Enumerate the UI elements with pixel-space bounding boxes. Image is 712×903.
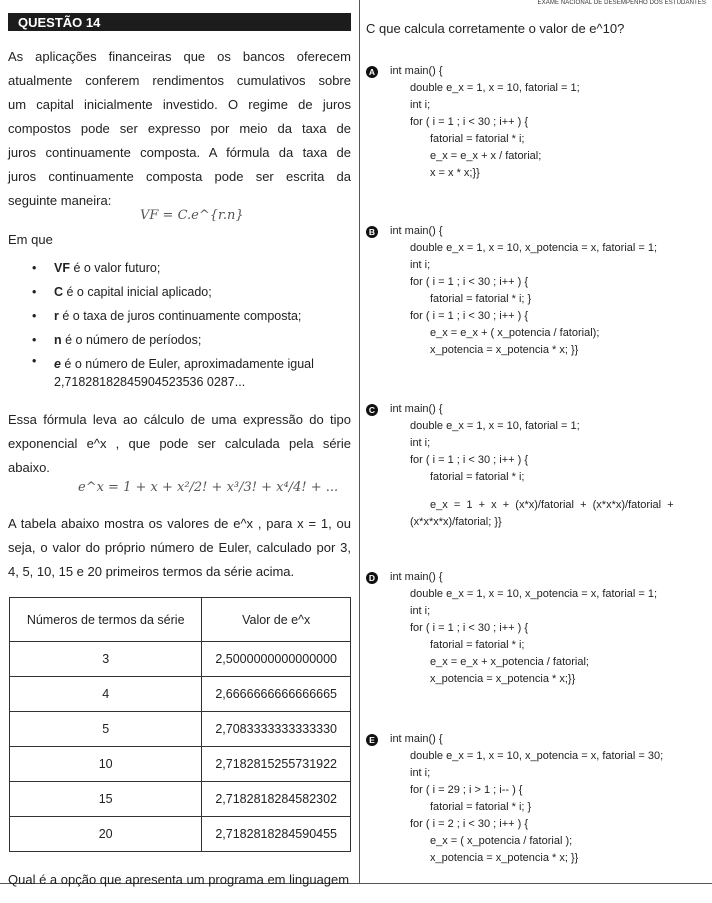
code-line: (x*x*x*x)/fatorial; }}: [410, 516, 502, 528]
code-line: int i;: [410, 99, 431, 111]
code-line: x_potencia = x_potencia * x; }}: [430, 852, 579, 864]
variable-symbol: VF: [54, 261, 70, 275]
table-cell-value: 2,5000000000000000: [202, 642, 351, 677]
series-paragraph: [8, 408, 351, 480]
variable-description: é o número de Euler, aproximadamente igual: [60, 357, 314, 371]
intro-line: juros continuamente composta. A fórmula da taxa de: [8, 145, 351, 160]
option-code: [390, 223, 657, 359]
em-que-label: Em que: [8, 232, 53, 247]
code-line: fatorial = fatorial * i;: [430, 471, 525, 483]
table-cell-value: 2,7182818284582302: [202, 782, 351, 817]
table-intro-paragraph: [8, 512, 351, 584]
variable-description: é o valor futuro;: [69, 261, 161, 275]
option-badge[interactable]: B: [366, 226, 378, 238]
question-prompt-right: C que calcula corretamente o valor de e^10?: [366, 21, 625, 36]
table-row: [10, 817, 351, 852]
table-cell-value: 2,6666666666666665: [202, 677, 351, 712]
euler-value: 2,71828182845904523536 0287...: [54, 375, 246, 389]
code-line: int i;: [410, 605, 431, 617]
table-cell-value: 2,7182815255731922: [202, 747, 351, 782]
code-line: double e_x = 1, x = 10, x_potencia = x, fatorial = 1;: [410, 242, 658, 254]
table-cell-value: 2,7083333333333330: [202, 712, 351, 747]
code-line: x_potencia = x_potencia * x; }}: [430, 344, 579, 356]
intro-line: compostos pode ser expresso por meio da taxa de: [8, 121, 351, 136]
code-line: for ( i = 1 ; i < 30 ; i++ ) {: [410, 622, 529, 634]
option-badge[interactable]: D: [366, 572, 378, 584]
variable-item: [8, 256, 351, 280]
table-cell-terms: 15: [10, 782, 202, 817]
table-intro-line: seja, o valor do próprio número de Euler, calculado por 3,: [8, 540, 351, 555]
code-line: int main() {: [390, 65, 443, 77]
code-line: double e_x = 1, x = 10, x_potencia = x, fatorial = 30;: [410, 750, 664, 762]
series-line: exponencial e^x , que pode ser calculada pela série abaixo.: [8, 436, 351, 475]
code-line: int main() {: [390, 733, 443, 745]
intro-line: As aplicações financeiras que os bancos oferecem: [8, 49, 351, 64]
code-line: e_x = e_x + x / fatorial;: [430, 150, 542, 162]
euler-table: [9, 597, 351, 852]
option-code: [390, 401, 674, 531]
variable-symbol: C: [54, 285, 64, 299]
table-header-value: Valor de e^x: [202, 598, 351, 642]
table-header-row: [10, 598, 351, 642]
option-code: [390, 731, 663, 867]
code-line: fatorial = fatorial * i; }: [430, 801, 532, 813]
code-line: e_x = ( x_potencia / fatorial );: [430, 835, 573, 847]
code-line: fatorial = fatorial * i; }: [430, 293, 532, 305]
option-badge[interactable]: C: [366, 404, 378, 416]
option-badge[interactable]: E: [366, 734, 378, 746]
option-code: [390, 569, 657, 688]
column-divider: [359, 0, 360, 883]
table-cell-terms: 20: [10, 817, 202, 852]
variable-item: [8, 280, 351, 304]
table-row: [10, 677, 351, 712]
variable-description: é o número de períodos;: [61, 333, 202, 347]
code-line: int i;: [410, 259, 431, 271]
code-line: for ( i = 1 ; i < 30 ; i++ ) {: [410, 276, 529, 288]
code-line: int main() {: [390, 571, 443, 583]
option-code: [390, 63, 580, 182]
question-title: QUESTÃO 14: [18, 15, 101, 30]
code-line: e_x = e_x + ( x_potencia / fatorial);: [430, 327, 600, 339]
intro-line: juros continuamente composta pode ser escrita da: [8, 169, 351, 184]
compound-formula: VF = C.e^{r.n}: [140, 208, 244, 223]
table-row: [10, 712, 351, 747]
table-cell-terms: 5: [10, 712, 202, 747]
intro-line: um capital inicialmente investido. O regime de juros: [8, 97, 351, 112]
table-row: [10, 642, 351, 677]
code-line: int main() {: [390, 225, 443, 237]
series-line: Essa fórmula leva ao cálculo de uma expressão do tipo: [8, 412, 351, 427]
variable-item: [8, 328, 351, 352]
code-line: for ( i = 29 ; i > 1 ; i-- ) {: [410, 784, 523, 796]
variable-symbol: r: [54, 309, 59, 323]
variable-item: [8, 304, 351, 328]
code-line: int i;: [410, 437, 431, 449]
code-line: x = x * x;}}: [430, 167, 480, 179]
table-cell-terms: 4: [10, 677, 202, 712]
question-bar: [8, 13, 351, 31]
code-line: double e_x = 1, x = 10, fatorial = 1;: [410, 420, 580, 432]
code-line: for ( i = 1 ; i < 30 ; i++ ) {: [410, 454, 529, 466]
code-line: double e_x = 1, x = 10, fatorial = 1;: [410, 82, 580, 94]
question-prompt-left: Qual é a opção que apresenta um programa em linguagem: [8, 872, 350, 887]
code-line: int main() {: [390, 403, 443, 415]
variable-symbol: e: [54, 357, 61, 371]
code-line: for ( i = 1 ; i < 30 ; i++ ) {: [410, 116, 529, 128]
code-line: double e_x = 1, x = 10, x_potencia = x, fatorial = 1;: [410, 588, 658, 600]
table-intro-line: 4, 5, 10, 15 e 20 primeiros termos da série acima.: [8, 564, 295, 579]
code-line: for ( i = 2 ; i < 30 ; i++ ) {: [410, 818, 529, 830]
intro-line: atualmente conferem rendimentos cumulativos sobre: [8, 73, 351, 88]
taylor-series: e^x = 1 + x + x²/2! + x³/3! + x⁴/4! + ...: [78, 480, 339, 495]
exam-header: EXAME NACIONAL DE DESEMPENHO DOS ESTUDANTES: [537, 0, 706, 6]
variable-item: [8, 352, 351, 391]
intro-paragraph: [8, 45, 351, 213]
option-badge[interactable]: A: [366, 66, 378, 78]
code-line: for ( i = 1 ; i < 30 ; i++ ) {: [410, 310, 529, 322]
table-row: [10, 782, 351, 817]
variable-description: é o capital inicial aplicado;: [63, 285, 212, 299]
code-line: fatorial = fatorial * i;: [430, 133, 525, 145]
code-line: e_x = 1 + x + (x*x)/fatorial + (x*x*x)/fatorial +: [430, 499, 674, 511]
table-cell-value: 2,7182818284590455: [202, 817, 351, 852]
table-cell-terms: 3: [10, 642, 202, 677]
variable-description: é o taxa de juros continuamente composta;: [58, 309, 302, 323]
code-line: fatorial = fatorial * i;: [430, 639, 525, 651]
variable-symbol: n: [54, 333, 62, 347]
code-line: e_x = e_x + x_potencia / fatorial;: [430, 656, 589, 668]
variables-list: [8, 256, 351, 391]
code-line: int i;: [410, 767, 431, 779]
table-header-terms: Números de termos da série: [10, 598, 202, 642]
code-line-blank: [390, 486, 674, 497]
table-intro-line: A tabela abaixo mostra os valores de e^x , para x = 1, ou: [8, 516, 351, 531]
table-cell-terms: 10: [10, 747, 202, 782]
intro-line: seguinte maneira:: [8, 193, 112, 208]
table-row: [10, 747, 351, 782]
code-line: x_potencia = x_potencia * x;}}: [430, 673, 576, 685]
